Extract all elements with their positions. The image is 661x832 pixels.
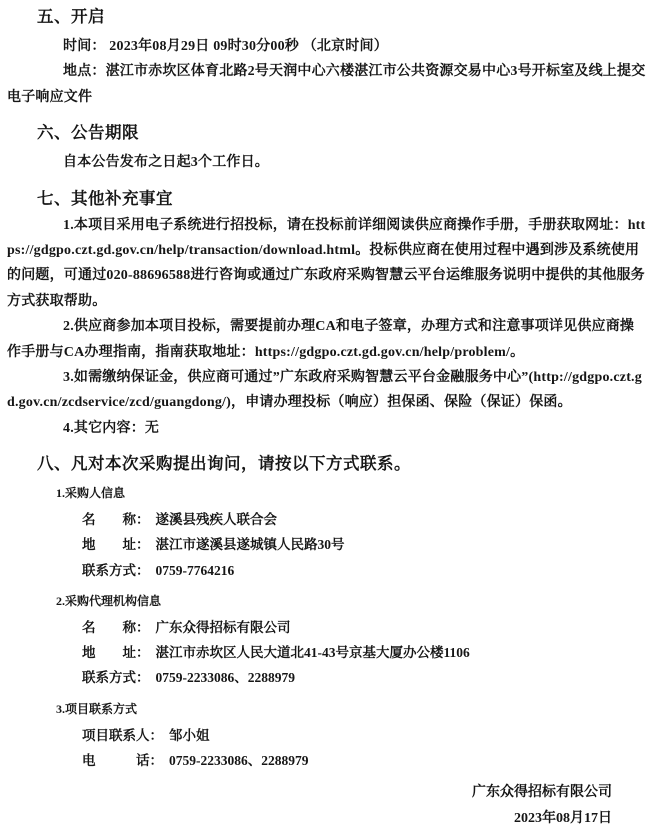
project-contact-person-row: [7, 723, 648, 748]
purchaser-phone-label: 联系方式：: [82, 562, 150, 578]
purchaser-address-label: 地 址：: [82, 537, 150, 553]
section-title-other-matters: 七、其他补充事宜: [37, 188, 173, 208]
section-title-opening: 五、开启: [37, 7, 105, 26]
project-contact-phone-value: 0759-2233086、2288979: [169, 752, 309, 768]
section-title-inquiry-contacts: 八、凡对本次采购提出询问，请按以下方式联系。: [37, 454, 411, 474]
signature-date: 2023年08月17日: [514, 810, 612, 826]
section-title-announcement-period: 六、公告期限: [37, 123, 139, 143]
agency-address-row: [7, 640, 648, 665]
announcement-period-paragraph: 自本公告发布之日起3个工作日。: [63, 155, 269, 171]
project-contact-person-value: 邹小姐: [169, 727, 210, 743]
project-contact-block: [7, 701, 648, 773]
agency-phone-row: [7, 665, 648, 690]
purchaser-info-block: [7, 485, 648, 583]
section-other-matters: [7, 188, 648, 442]
section-opening: [7, 6, 648, 110]
agency-name-value: 广东众得招标有限公司: [155, 619, 291, 635]
other-matters-paragraph-3: 3.如需缴纳保证金，供应商可通过”广东政府采购智慧云平台金融服务中心”(http://gdgpo.czt.gd.gov.cn/zcdservice/zcd/guangdong/)，申请办理投标（响应）担保函、保险（保证）保函。: [7, 370, 642, 411]
agency-name-row: [7, 615, 648, 640]
agency-address-label: 地 址：: [82, 645, 150, 661]
purchaser-info-rows: [7, 507, 648, 583]
purchaser-address-row: [7, 532, 648, 557]
section-announcement-period: [7, 122, 648, 175]
project-contact-rows: [7, 723, 648, 773]
signature-company: 广东众得招标有限公司: [472, 784, 612, 800]
purchaser-name-value: 遂溪县残疾人联合会: [155, 512, 277, 528]
agency-info-rows: [7, 615, 648, 691]
opening-time-paragraph: 时间： 2023年08月29日 09时30分00秒 （北京时间）: [63, 39, 388, 54]
agency-info-heading: 2.采购代理机构信息: [56, 593, 162, 608]
other-matters-paragraph-4: 4.其它内容：无: [63, 420, 160, 436]
purchaser-address-value: 湛江市遂溪县遂城镇人民路30号: [155, 537, 345, 553]
agency-info-block: [7, 593, 648, 691]
purchaser-name-label: 名 称：: [82, 512, 150, 528]
other-matters-paragraph-1: 1.本项目采用电子系统进行招投标，请在投标前详细阅读供应商操作手册，手册获取网址：https://gdgpo.czt.gd.gov.cn/help/transaction/download.html。投标供应商在使用过程中遇到涉及系统使用的问题，可通过020-88696588进行咨询或通过广东政府采购智慧云平台运维服务说明中提供的其他服务方式获取帮助。: [7, 217, 646, 309]
project-contact-heading: 3.项目联系方式: [56, 701, 138, 716]
agency-phone-value: 0759-2233086、2288979: [155, 670, 295, 686]
agency-address-value: 湛江市赤坎区人民大道北41-43号京基大厦办公楼1106: [155, 645, 470, 661]
agency-phone-label: 联系方式：: [82, 670, 150, 686]
section-inquiry-contacts: [7, 453, 648, 773]
other-matters-paragraph-2: 2.供应商参加本项目投标，需要提前办理CA和电子签章，办理方式和注意事项详见供应商操作手册与CA办理指南，指南获取地址：https://gdgpo.czt.gd.gov.cn/help/problem/。: [7, 319, 635, 360]
purchaser-info-heading: 1.采购人信息: [56, 486, 126, 501]
purchaser-name-row: [7, 507, 648, 532]
purchaser-phone-value: 0759-7764216: [155, 562, 235, 578]
project-contact-phone-label: 电 话：: [82, 752, 163, 768]
agency-name-label: 名 称：: [82, 619, 150, 635]
signature-block: [7, 780, 648, 832]
purchaser-phone-row: [7, 558, 648, 583]
opening-place-paragraph: 地点：湛江市赤坎区体育北路2号天润中心六楼湛江市公共资源交易中心3号开标室及线上提交电子响应文件: [7, 64, 646, 105]
project-contact-person-label: 项目联系人：: [82, 727, 163, 743]
project-contact-phone-row: [7, 748, 648, 773]
